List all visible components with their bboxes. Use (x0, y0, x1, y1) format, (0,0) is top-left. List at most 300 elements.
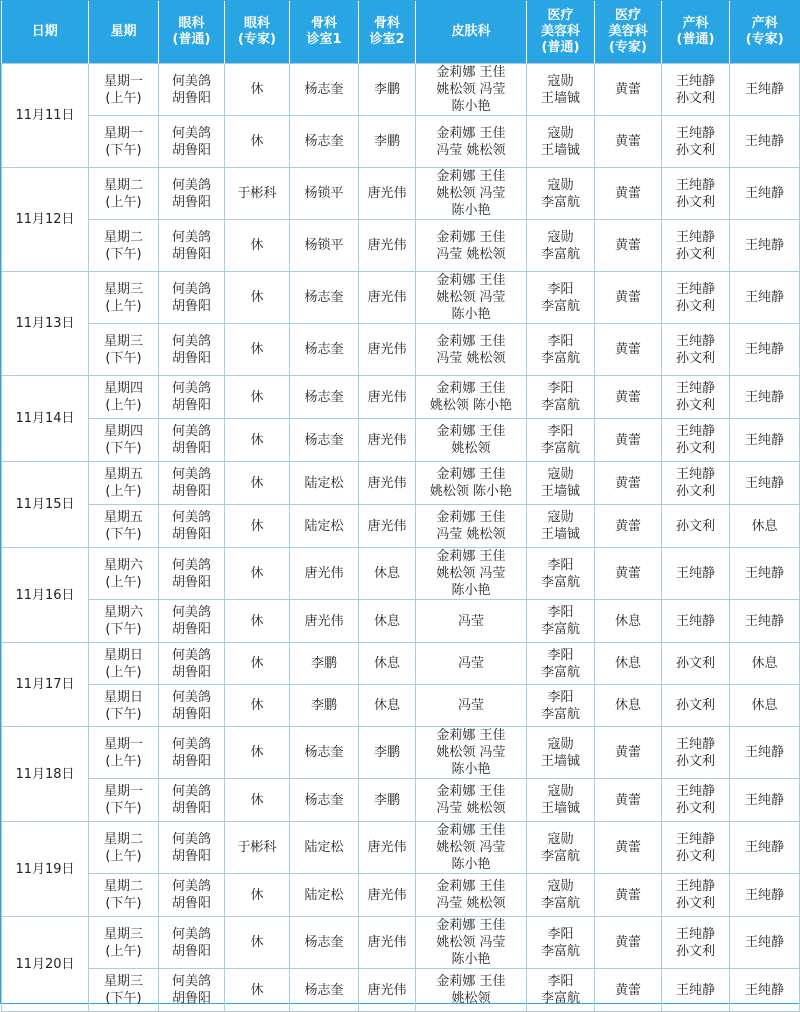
cell-text-line: 李富航 (540, 574, 580, 590)
table-cell (290, 822, 359, 874)
table-cell (359, 822, 416, 874)
cell-text-line: 休息 (614, 613, 641, 629)
cell-text-line: 休 (250, 698, 264, 713)
table-row (2, 600, 800, 643)
table-row (2, 272, 800, 324)
table-cell (662, 643, 730, 685)
cell-text-line: 休 (250, 290, 264, 305)
table-cell (416, 779, 527, 822)
table-cell (89, 685, 159, 727)
table-cell (359, 779, 416, 822)
cell-text-line: 寇勋 (547, 177, 574, 193)
table-cell (225, 220, 290, 272)
table-cell (595, 874, 662, 917)
cell-text-line: 星期三 (103, 974, 143, 989)
table-cell (730, 116, 800, 168)
cell-text-line: 孙文利 (675, 656, 715, 671)
table-cell (225, 272, 290, 324)
cell-text-line: 陈小艳 (451, 307, 491, 322)
table-cell (416, 419, 527, 462)
cell-text-line: 唐光伟 (367, 186, 407, 201)
table-cell (359, 168, 416, 220)
table-cell (159, 220, 225, 272)
table-cell (225, 462, 290, 505)
table-cell (730, 64, 800, 116)
cell-text-line: 李富航 (540, 298, 580, 314)
table-cell (662, 917, 730, 969)
cell-text-line: 于彬科 (237, 840, 277, 855)
cell-text-line: 何美鸽 (171, 424, 211, 439)
table-cell (527, 969, 595, 1012)
cell-text-line: (下午) (105, 706, 142, 722)
table-cell (290, 548, 359, 600)
table-cell (416, 116, 527, 168)
table-cell (359, 548, 416, 600)
cell-text-line: 休 (250, 982, 264, 998)
cell-text-line: 何美鸽 (171, 281, 211, 297)
cell-text-line: 唐光伟 (367, 389, 407, 405)
table-cell (89, 600, 159, 643)
table-cell (290, 324, 359, 376)
table-cell (359, 324, 416, 376)
cell-text-line: 何美鸽 (171, 736, 211, 752)
table-cell (527, 600, 595, 643)
table-cell (359, 685, 416, 727)
cell-text-line: 星期二 (103, 879, 143, 894)
date-cell: 11月16日 (2, 548, 89, 643)
cell-text-line: 李富航 (540, 350, 580, 366)
cell-text-line: 李鹏 (373, 745, 400, 760)
cell-text-line: 寇勋 (547, 879, 574, 894)
cell-text-line: 寇勋 (547, 467, 574, 482)
cell-text-line: 休 (250, 82, 264, 97)
table-cell (527, 376, 595, 419)
cell-text-line: 王纯静 (744, 982, 784, 998)
table-cell (730, 220, 800, 272)
table-cell (662, 874, 730, 917)
cell-text-line: 王纯静 (675, 467, 715, 482)
table-cell (662, 779, 730, 822)
table-cell (662, 64, 730, 116)
cell-text-line: 休息 (373, 613, 400, 629)
cell-text-line: 诊室1 (306, 32, 342, 47)
cell-text-line: 金莉娜 王佳 (436, 65, 506, 80)
cell-text-line: 杨志奎 (304, 389, 344, 405)
cell-text-line: 王纯静 (744, 342, 784, 357)
cell-text-line: 唐光伟 (367, 475, 407, 491)
cell-text-line: 星期六 (103, 557, 143, 573)
cell-text-line: 姚松领 (451, 991, 491, 1006)
cell-text-line: 王纯静 (744, 792, 784, 808)
date-cell: 11月17日 (2, 643, 89, 727)
cell-text-line: 冯莹 姚松领 (436, 246, 506, 262)
cell-text-line: 休息 (751, 698, 778, 713)
cell-text-line: 王纯静 (744, 238, 784, 253)
table-row (2, 168, 800, 220)
table-cell (159, 505, 225, 548)
table-cell (730, 643, 800, 685)
table-cell (359, 643, 416, 685)
cell-text-line: 杨志奎 (304, 82, 344, 97)
cell-text-line: 胡鲁阳 (171, 622, 211, 637)
cell-text-line: 杨志奎 (304, 342, 344, 357)
table-cell (527, 822, 595, 874)
table-cell (159, 779, 225, 822)
table-cell (225, 505, 290, 548)
cell-text-line: 王纯静 (675, 281, 715, 297)
cell-text-line: 李富航 (540, 896, 580, 911)
cell-text-line: 杨志奎 (304, 290, 344, 305)
cell-text-line: 胡鲁阳 (171, 90, 211, 106)
cell-text-line: 星期四 (103, 381, 143, 396)
cell-text-line: 何美鸽 (171, 73, 211, 89)
table-cell (416, 505, 527, 548)
table-cell (730, 376, 800, 419)
cell-text-line: 金莉娜 王佳 (436, 381, 506, 396)
cell-text-line: 黄蕾 (614, 840, 641, 855)
cell-text-line: 王纯静 (675, 229, 715, 245)
cell-text-line: 孙文利 (675, 194, 715, 210)
table-cell (730, 822, 800, 874)
cell-text-line: 唐光伟 (367, 982, 407, 998)
cell-text-line: 王纯静 (675, 982, 715, 998)
cell-text-line: 陈小艳 (451, 952, 491, 967)
cell-text-line: 王纯静 (744, 290, 784, 305)
cell-text-line: 孙文利 (675, 90, 715, 106)
cell-text-line: 陈小艳 (451, 99, 491, 114)
cell-text-line: 休息 (751, 656, 778, 671)
cell-text-line: 寇勋 (547, 510, 574, 525)
cell-text-line: 星期三 (103, 281, 143, 297)
cell-text-line: 陈小艳 (451, 857, 491, 872)
cell-text-line: 陆定松 (304, 475, 344, 491)
table-cell (290, 376, 359, 419)
cell-text-line: 眼科 (178, 16, 205, 31)
table-cell (595, 822, 662, 874)
cell-text-line: 休息 (373, 566, 400, 581)
table-cell (225, 822, 290, 874)
table-cell (595, 917, 662, 969)
table-cell (416, 220, 527, 272)
cell-text-line: 王墙铖 (540, 90, 580, 106)
table-cell (225, 969, 290, 1012)
cell-text-line: (专家) (745, 32, 784, 47)
table-row (2, 727, 800, 779)
cell-text-line: 李富航 (540, 441, 580, 456)
table-cell (89, 462, 159, 505)
cell-text-line: (上午) (105, 90, 142, 106)
table-cell (730, 969, 800, 1012)
table-cell (662, 220, 730, 272)
cell-text-line: 黄蕾 (614, 186, 641, 201)
column-header (225, 1, 290, 64)
cell-text-line: 金莉娜 王佳 (436, 879, 506, 894)
cell-text-line: (上午) (105, 943, 142, 959)
cell-text-line: 美容科 (540, 24, 580, 39)
cell-text-line: 姚松领 冯莹 (436, 935, 506, 950)
cell-text-line: 金莉娜 王佳 (436, 549, 506, 564)
cell-text-line: 胡鲁阳 (171, 441, 211, 456)
cell-text-line: (普通) (541, 40, 580, 55)
cell-text-line: 黄蕾 (614, 432, 641, 448)
table-row (2, 874, 800, 917)
cell-text-line: 姚松领 (451, 441, 491, 456)
table-cell (89, 727, 159, 779)
table-cell (527, 272, 595, 324)
cell-text-line: 王纯静 (744, 186, 784, 201)
table-row (2, 779, 800, 822)
cell-text-line: 寇勋 (547, 73, 574, 89)
cell-text-line: 李富航 (540, 398, 580, 413)
table-cell (290, 462, 359, 505)
cell-text-line: 冯莹 (457, 613, 484, 629)
table-cell (527, 874, 595, 917)
table-cell (662, 548, 730, 600)
cell-text-line: 黄蕾 (614, 982, 641, 998)
cell-text-line: 胡鲁阳 (171, 142, 211, 158)
cell-text-line: 何美鸽 (171, 177, 211, 193)
table-cell (527, 779, 595, 822)
cell-text-line: 休 (250, 518, 264, 534)
table-cell (290, 779, 359, 822)
table-cell (730, 727, 800, 779)
cell-text-line: 唐光伟 (367, 887, 407, 903)
cell-text-line: 姚松领 陈小艳 (429, 484, 513, 499)
table-cell (730, 419, 800, 462)
cell-text-line: (下午) (105, 142, 142, 158)
cell-text-line: 金莉娜 王佳 (436, 333, 506, 349)
cell-text-line: 何美鸽 (171, 647, 211, 663)
table-cell (527, 419, 595, 462)
cell-text-line: 李鹏 (373, 82, 400, 97)
table-cell (89, 272, 159, 324)
table-cell (416, 376, 527, 419)
cell-text-line: 金莉娜 王佳 (436, 823, 506, 838)
cell-text-line: (下午) (105, 350, 142, 366)
table-cell (359, 727, 416, 779)
table-cell (89, 324, 159, 376)
cell-text-line: 黄蕾 (614, 566, 641, 581)
cell-text-line: 寇勋 (547, 831, 574, 847)
table-cell (290, 874, 359, 917)
cell-text-line: 王纯静 (744, 887, 784, 903)
cell-text-line: 孙文利 (675, 142, 715, 158)
cell-text-line: 孙文利 (675, 801, 715, 816)
cell-text-line: 孙文利 (675, 943, 715, 959)
cell-text-line: 胡鲁阳 (171, 246, 211, 262)
table-cell (416, 462, 527, 505)
table-cell (89, 643, 159, 685)
cell-text-line: 休 (250, 613, 264, 629)
cell-text-line: 王墙铖 (540, 753, 580, 769)
table-cell (359, 419, 416, 462)
table-cell (159, 272, 225, 324)
cell-text-line: 冯莹 姚松领 (436, 142, 506, 158)
cell-text-line: 休息 (614, 698, 641, 713)
table-header (2, 1, 800, 64)
cell-text-line: 李阳 (547, 926, 574, 942)
cell-text-line: (普通) (172, 32, 211, 47)
table-cell (595, 505, 662, 548)
cell-text-line: 黄蕾 (614, 887, 641, 903)
table-cell (159, 419, 225, 462)
cell-text-line: 杨锁平 (304, 238, 344, 253)
cell-text-line: 王纯静 (675, 381, 715, 396)
cell-text-line: 王纯静 (675, 831, 715, 847)
cell-text-line: 何美鸽 (171, 974, 211, 989)
column-header (290, 1, 359, 64)
table-body (2, 64, 800, 1012)
cell-text-line: 黄蕾 (614, 475, 641, 491)
table-cell (730, 685, 800, 727)
table-cell (595, 272, 662, 324)
column-header (416, 1, 527, 64)
cell-text-line: 金莉娜 王佳 (436, 169, 506, 184)
table-cell (595, 324, 662, 376)
table-row (2, 220, 800, 272)
table-cell (730, 779, 800, 822)
cell-text-line: 姚松领 冯莹 (436, 186, 506, 201)
table-cell (595, 64, 662, 116)
cell-text-line: 孙文利 (675, 298, 715, 314)
cell-text-line: 黄蕾 (614, 342, 641, 357)
cell-text-line: 陈小艳 (451, 762, 491, 777)
cell-text-line: 李鹏 (373, 134, 400, 149)
cell-text-line: (普通) (676, 32, 715, 47)
column-header (527, 1, 595, 64)
cell-text-line: 于彬科 (237, 186, 277, 201)
cell-text-line: 胡鲁阳 (171, 991, 211, 1006)
cell-text-line: 金莉娜 王佳 (436, 229, 506, 245)
cell-text-line: 金莉娜 王佳 (436, 273, 506, 288)
table-cell (89, 822, 159, 874)
cell-text-line: 王纯静 (675, 879, 715, 894)
table-cell (225, 643, 290, 685)
cell-text-line: 杨志奎 (304, 935, 344, 950)
table-cell (225, 376, 290, 419)
cell-text-line: 李富航 (540, 622, 580, 637)
table-cell (159, 168, 225, 220)
cell-text-line: 何美鸽 (171, 926, 211, 942)
cell-text-line: 王墙铖 (540, 484, 580, 499)
cell-text-line: 王墙铖 (540, 801, 580, 816)
cell-text-line: 何美鸽 (171, 831, 211, 847)
table-cell (662, 419, 730, 462)
cell-text-line: 孙文利 (675, 484, 715, 499)
cell-text-line: 黄蕾 (614, 389, 641, 405)
cell-text-line: (上午) (105, 664, 142, 680)
cell-text-line: 皮肤科 (451, 24, 491, 39)
table-cell (89, 874, 159, 917)
cell-text-line: (下午) (105, 527, 142, 542)
cell-text-line: 孙文利 (675, 441, 715, 456)
cell-text-line: 星期二 (103, 177, 143, 193)
cell-text-line: 星期日 (103, 689, 143, 705)
cell-text-line: 杨志奎 (304, 792, 344, 808)
cell-text-line: 唐光伟 (367, 432, 407, 448)
table-cell (159, 917, 225, 969)
table-row (2, 685, 800, 727)
cell-text-line: 星期二 (103, 831, 143, 847)
column-header (89, 1, 159, 64)
table-cell (416, 969, 527, 1012)
cell-text-line: 李鹏 (310, 698, 337, 713)
cell-text-line: 黄蕾 (614, 792, 641, 808)
table-cell (290, 272, 359, 324)
cell-text-line: 眼科 (243, 16, 270, 31)
table-cell (730, 324, 800, 376)
table-cell (89, 220, 159, 272)
cell-text-line: 李阳 (547, 557, 574, 573)
cell-text-line: 金莉娜 王佳 (436, 125, 506, 141)
table-cell (290, 64, 359, 116)
cell-text-line: 孙文利 (675, 350, 715, 366)
cell-text-line: 王纯静 (675, 125, 715, 141)
cell-text-line: 休 (250, 134, 264, 149)
cell-text-line: 王纯静 (744, 566, 784, 581)
table-cell (416, 822, 527, 874)
table-cell (359, 969, 416, 1012)
table-cell (416, 168, 527, 220)
cell-text-line: 王纯静 (675, 333, 715, 349)
cell-text-line: 冯莹 (457, 656, 484, 671)
table-cell (89, 917, 159, 969)
table-cell (416, 917, 527, 969)
cell-text-line: 黄蕾 (614, 82, 641, 97)
cell-text-line: 星期日 (103, 647, 143, 663)
date-cell: 11月13日 (2, 272, 89, 376)
table-cell (595, 116, 662, 168)
cell-text-line: 孙文利 (675, 398, 715, 413)
cell-text-line: 黄蕾 (614, 134, 641, 149)
table-cell (527, 324, 595, 376)
table-cell (159, 874, 225, 917)
table-row (2, 116, 800, 168)
table-cell (527, 685, 595, 727)
table-row (2, 462, 800, 505)
cell-text-line: (下午) (105, 622, 142, 637)
table-cell (527, 727, 595, 779)
cell-text-line: 王纯静 (744, 745, 784, 760)
table-cell (225, 685, 290, 727)
table-cell (359, 220, 416, 272)
cell-text-line: 王纯静 (675, 424, 715, 439)
cell-text-line: 姚松领 冯莹 (436, 745, 506, 760)
cell-text-line: 冯莹 姚松领 (436, 801, 506, 816)
cell-text-line: 金莉娜 王佳 (436, 728, 506, 743)
table-cell (730, 462, 800, 505)
table-cell (416, 874, 527, 917)
cell-text-line: 休 (250, 887, 264, 903)
table-cell (225, 779, 290, 822)
schedule-table (1, 1, 800, 1012)
date-cell: 11月15日 (2, 462, 89, 548)
cell-text-line: 胡鲁阳 (171, 753, 211, 769)
cell-text-line: 寇勋 (547, 125, 574, 141)
cell-text-line: 李阳 (547, 333, 574, 349)
cell-text-line: 休 (250, 792, 264, 808)
table-cell (595, 548, 662, 600)
table-cell (159, 969, 225, 1012)
table-cell (225, 419, 290, 462)
table-cell (527, 548, 595, 600)
cell-text-line: 骨科 (310, 16, 337, 31)
table-cell (595, 600, 662, 643)
cell-text-line: 何美鸽 (171, 879, 211, 894)
table-cell (89, 969, 159, 1012)
table-row (2, 64, 800, 116)
cell-text-line: 王纯静 (744, 613, 784, 629)
